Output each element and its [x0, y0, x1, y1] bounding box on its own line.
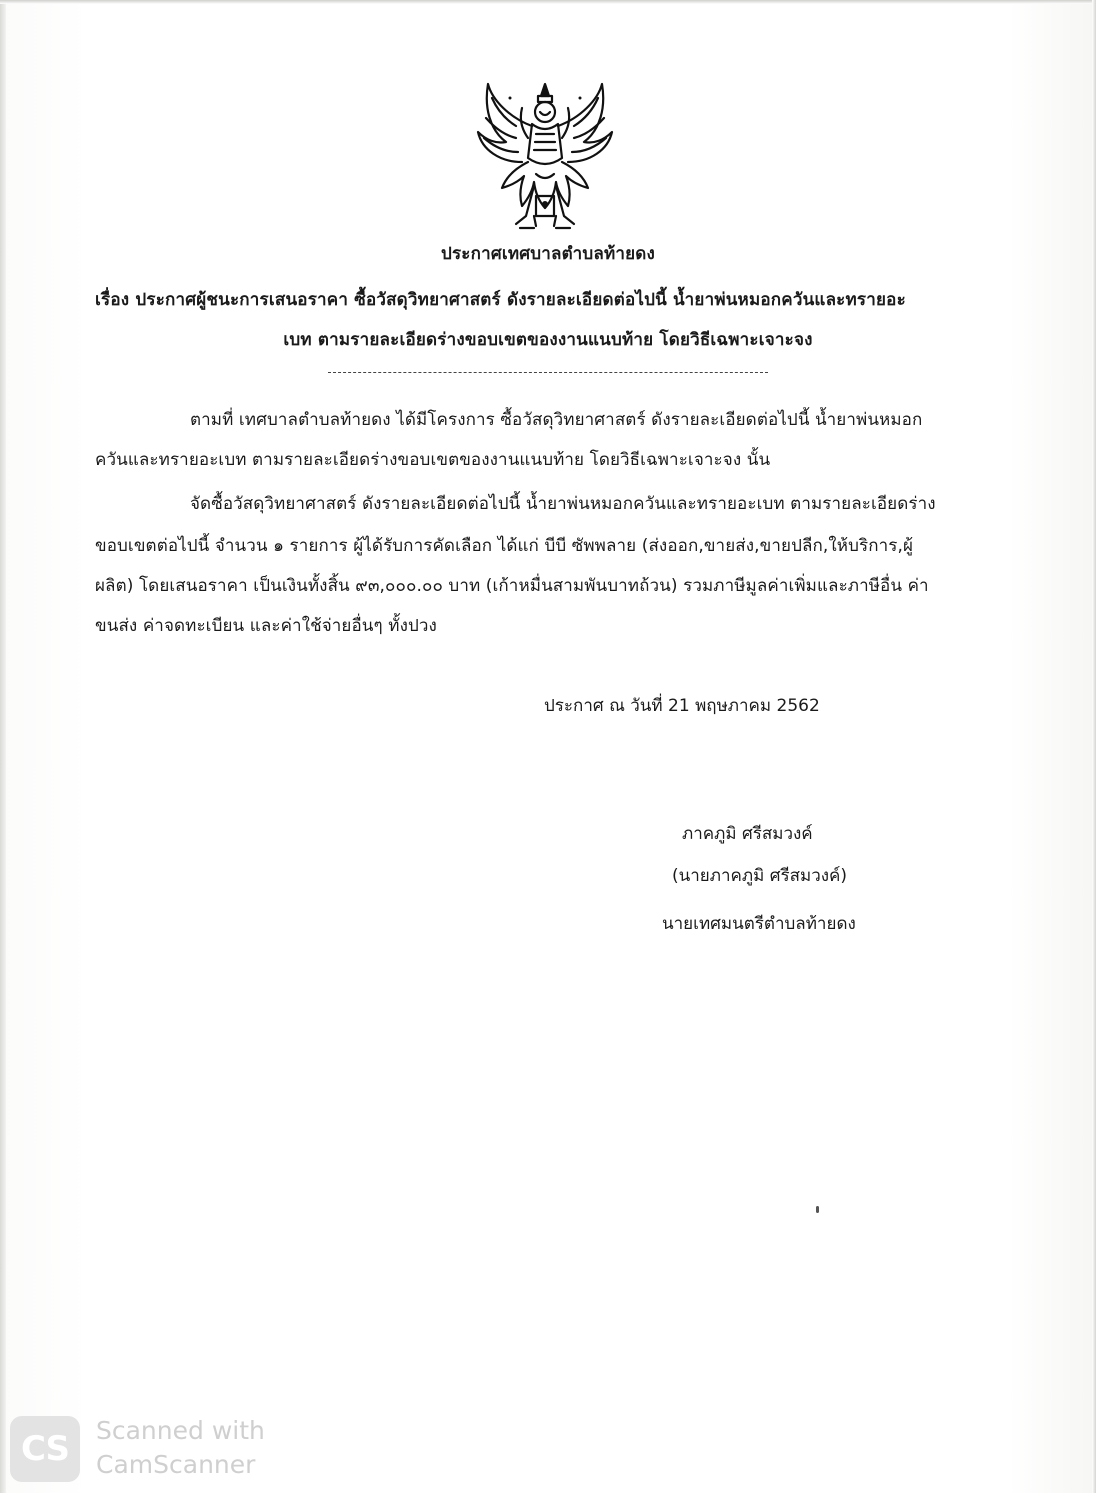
watermark-line2: CamScanner [96, 1450, 256, 1479]
watermark-line1: Scanned with [96, 1416, 265, 1445]
signer-position: นายเทศมนตรีตำบลท้ายดง [662, 914, 856, 934]
announcement-subject-line1: เรื่อง ประกาศผู้ชนะการเสนอราคา ซื้อวัสดุวิทยาศาสตร์ ดังรายละเอียดต่อไปนี้ น้ำยาพ่นหมอกควันและทรายอะ [95, 290, 906, 310]
camscanner-logo-icon [10, 1416, 80, 1482]
announcement-title: ประกาศเทศบาลตำบลท้ายดง [440, 244, 656, 264]
paragraph2-line4: ขนส่ง ค่าจดทะเบียน และค่าใช้จ่ายอื่นๆ ทั้งปวง [95, 616, 437, 636]
paragraph1-line1: ตามที่ เทศบาลตำบลท้ายดง ได้มีโครงการ ซื้อวัสดุวิทยาศาสตร์ ดังรายละเอียดต่อไปนี้ น้ำยาพ่นหมอก [190, 410, 923, 430]
scan-edge-right [1092, 0, 1096, 1493]
stray-mark [816, 1206, 819, 1213]
signer-printed-name: (นายภาคภูมิ ศรีสมวงค์) [672, 866, 848, 886]
garuda-emblem-icon [470, 78, 620, 236]
announcement-date: ประกาศ ณ วันที่ 21 พฤษภาคม 2562 [544, 696, 820, 716]
scan-edge-top [0, 0, 1096, 4]
paragraph2-line2: ขอบเขตต่อไปนี้ จำนวน ๑ รายการ ผู้ได้รับการคัดเลือก ได้แก่ บีบี ซัพพลาย (ส่งออก,ขายส่ง,ขายปลีก,ให้บริการ,ผู้ [95, 536, 914, 556]
paragraph1-line2: ควันและทรายอะเบท ตามรายละเอียดร่างขอบเขตของงานแนบท้าย โดยวิธีเฉพาะเจาะจง นั้น [95, 450, 771, 470]
camscanner-watermark [10, 1416, 300, 1486]
camscanner-logo-letters: CS [20, 1429, 70, 1469]
signer-signature: ภาคภูมิ ศรีสมวงค์ [682, 824, 813, 844]
dashed-divider [328, 372, 768, 373]
paragraph2-line1: จัดซื้อวัสดุวิทยาศาสตร์ ดังรายละเอียดต่อไปนี้ น้ำยาพ่นหมอกควันและทรายอะเบท ตามรายละเอียดร่าง [190, 494, 936, 514]
announcement-subject-line2: เบท ตามรายละเอียดร่างขอบเขตของงานแนบท้าย โดยวิธีเฉพาะเจาะจง [283, 330, 813, 350]
scan-edge-left [0, 0, 6, 1493]
paragraph2-line3: ผลิต) โดยเสนอราคา เป็นเงินทั้งสิ้น ๙๓,๐๐๐.๐๐ บาท (เก้าหมื่นสามพันบาทถ้วน) รวมภาษีมูลค่าเพิ่มและภาษีอื่น ค่า [95, 576, 929, 596]
